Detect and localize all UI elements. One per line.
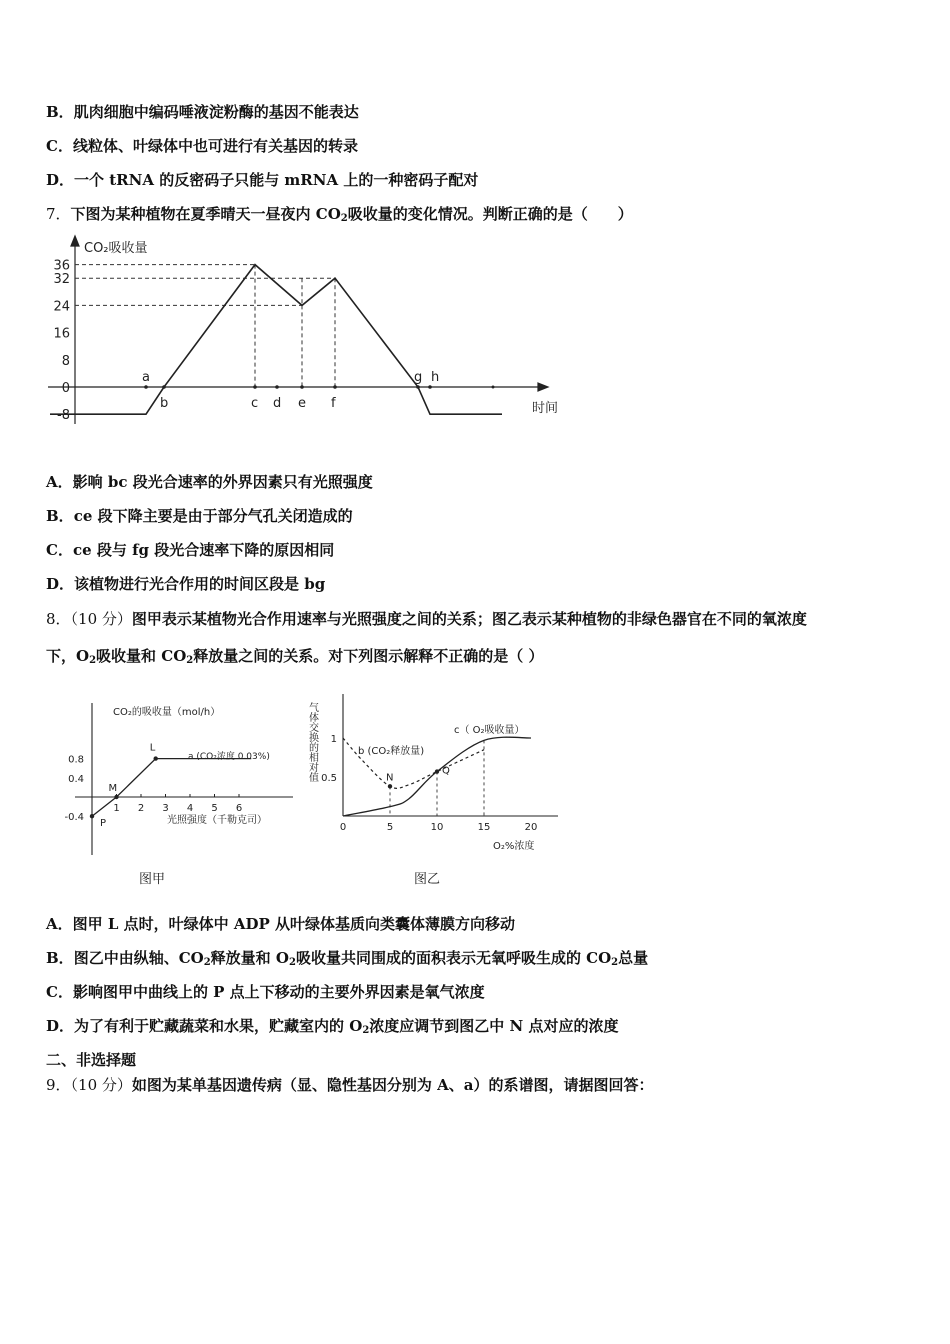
q7-option-a: A．影响 bc 段光合速率的外界因素只有光照强度 — [46, 473, 373, 491]
y-tick-label: 0.4 — [68, 773, 84, 785]
y-tick-label: 0 — [61, 381, 70, 396]
q9-stem: 9．（10 分）如图为某单基因遗传病（显、隐性基因分别为 A、a）的系谱图，请据图回答： — [46, 1076, 654, 1094]
point-h — [428, 385, 432, 389]
jia-series-label: a (CO₂浓度 0.03%) — [188, 752, 270, 762]
q8-stem-line1: 8．（10 分）图甲表示某植物光合作用速率与光照强度之间的关系；图乙表示某种植物的非绿色器官在不同的氧浓度 — [46, 610, 807, 628]
figure-jia-chart — [55, 695, 305, 895]
y-tick-label: 8 — [61, 353, 70, 369]
yi-y-axis-title: 气体交换的相对值 — [306, 702, 318, 782]
y-tick-label: 36 — [53, 258, 70, 274]
point-label-M: M — [108, 783, 118, 794]
jia-y-axis-title: CO₂的吸收量（mol/h） — [113, 707, 221, 718]
q7-option-c: C．ce 段与 fg 段光合速率下降的原因相同 — [46, 541, 335, 559]
point-label-e: e — [298, 396, 306, 411]
x-tick-label: 4 — [186, 803, 194, 814]
point-P — [90, 814, 94, 818]
y-axis-arrow — [71, 236, 79, 246]
point-L — [154, 756, 158, 760]
y-tick-label: 24 — [53, 299, 70, 315]
q7-option-d: D．该植物进行光合作用的时间区段是 bg — [46, 575, 326, 593]
point-label-d: d — [273, 396, 282, 411]
y-tick-label: 32 — [53, 272, 70, 288]
q8-option-b: B．图乙中由纵轴、$CO_2$释放量和 $O_2$吸收量共同围成的面积表示无氧呼吸生成的 $CO_2$总量 — [46, 949, 649, 968]
point-label-h: h — [431, 370, 440, 385]
q6-option-b: B．肌肉细胞中编码唾液淀粉酶的基因不能表达 — [46, 103, 359, 121]
point-f — [333, 385, 337, 389]
x-tick-label: 0 — [339, 822, 347, 833]
point-b — [162, 385, 166, 389]
point-label-Q: Q — [442, 765, 450, 777]
point-M — [114, 795, 118, 799]
q8-option-c: C．影响图甲中曲线上的 P 点上下移动的主要外界因素是氧气浓度 — [46, 983, 485, 1001]
point-d — [275, 385, 279, 389]
q8-stem-line2: 下，$O_2$吸收量和 $CO_2$释放量之间的关系。对下列图示解释不正确的是（ ） — [46, 647, 544, 666]
y-tick-label: 0.8 — [68, 754, 84, 766]
point-c — [253, 385, 257, 389]
point-label-f: f — [331, 396, 336, 411]
x-tick-label: 20 — [524, 822, 538, 833]
y-axis-title: CO₂吸收量 — [84, 241, 148, 256]
point-label-L: L — [149, 742, 156, 754]
point-g — [416, 385, 420, 389]
x-tick-label: 1 — [113, 803, 120, 814]
yi-x-axis-title: O₂%浓度 — [493, 841, 535, 852]
yi-caption: 图乙 — [414, 872, 441, 887]
jia-caption: 图甲 — [139, 872, 166, 887]
axis-dot — [492, 386, 495, 389]
y-tick-label: 1 — [330, 734, 337, 745]
point-label-c: c — [251, 396, 259, 411]
x-axis-arrow — [538, 383, 548, 391]
q6-option-d: D．一个 tRNA 的反密码子只能与 mRNA 上的一种密码子配对 — [46, 171, 479, 189]
x-tick-label: 2 — [137, 803, 145, 814]
x-tick-label: 5 — [386, 822, 394, 833]
q8-option-d: D．为了有利于贮藏蔬菜和水果，贮藏室内的 $O_2$浓度应调节到图乙中 N 点对应的浓度 — [46, 1017, 619, 1036]
q6-option-c: C．线粒体、叶绿体中也可进行有关基因的转录 — [46, 137, 358, 155]
y-tick-label: -8 — [57, 408, 70, 424]
point-N — [388, 784, 392, 788]
x-tick-label: 15 — [477, 822, 491, 833]
point-Q — [435, 769, 439, 773]
x-axis-title: 时间 — [532, 401, 559, 416]
x-tick-label: 6 — [235, 803, 243, 814]
x-tick-label: 3 — [162, 803, 169, 814]
point-label-g: g — [414, 370, 423, 385]
section-heading: 二、非选择题 — [46, 1051, 137, 1069]
point-label-b: b — [160, 396, 169, 411]
point-label-P: P — [100, 818, 107, 830]
y-tick-label: 16 — [53, 326, 70, 342]
x-tick-label: 10 — [430, 822, 444, 833]
point-label-a: a — [142, 370, 150, 385]
point-a — [144, 385, 148, 389]
point-e — [300, 385, 304, 389]
yi-series-b-label: b (CO₂释放量) — [358, 746, 425, 757]
q7-option-b: B．ce 段下降主要是由于部分气孔关闭造成的 — [46, 507, 353, 525]
x-tick-label: 5 — [211, 803, 218, 814]
q8-option-a: A．图甲 L 点时，叶绿体中 ADP 从叶绿体基质向类囊体薄膜方向移动 — [46, 915, 516, 933]
point-label-N: N — [386, 772, 394, 784]
figure-yi-chart — [300, 688, 570, 895]
y-tick-label: -0.4 — [64, 812, 84, 824]
co2-uptake-curve — [50, 265, 502, 415]
q7-stem: 7．下图为某种植物在夏季晴天一昼夜内 $CO_2$吸收量的变化情况。判断正确的是（ ） — [46, 205, 633, 224]
co2-uptake-chart — [40, 232, 580, 432]
yi-series-c-label: c（ O₂吸收量） — [454, 725, 525, 736]
jia-x-axis-title: 光照强度（千勒克司） — [167, 815, 267, 826]
y-tick-label: 0.5 — [321, 773, 337, 784]
